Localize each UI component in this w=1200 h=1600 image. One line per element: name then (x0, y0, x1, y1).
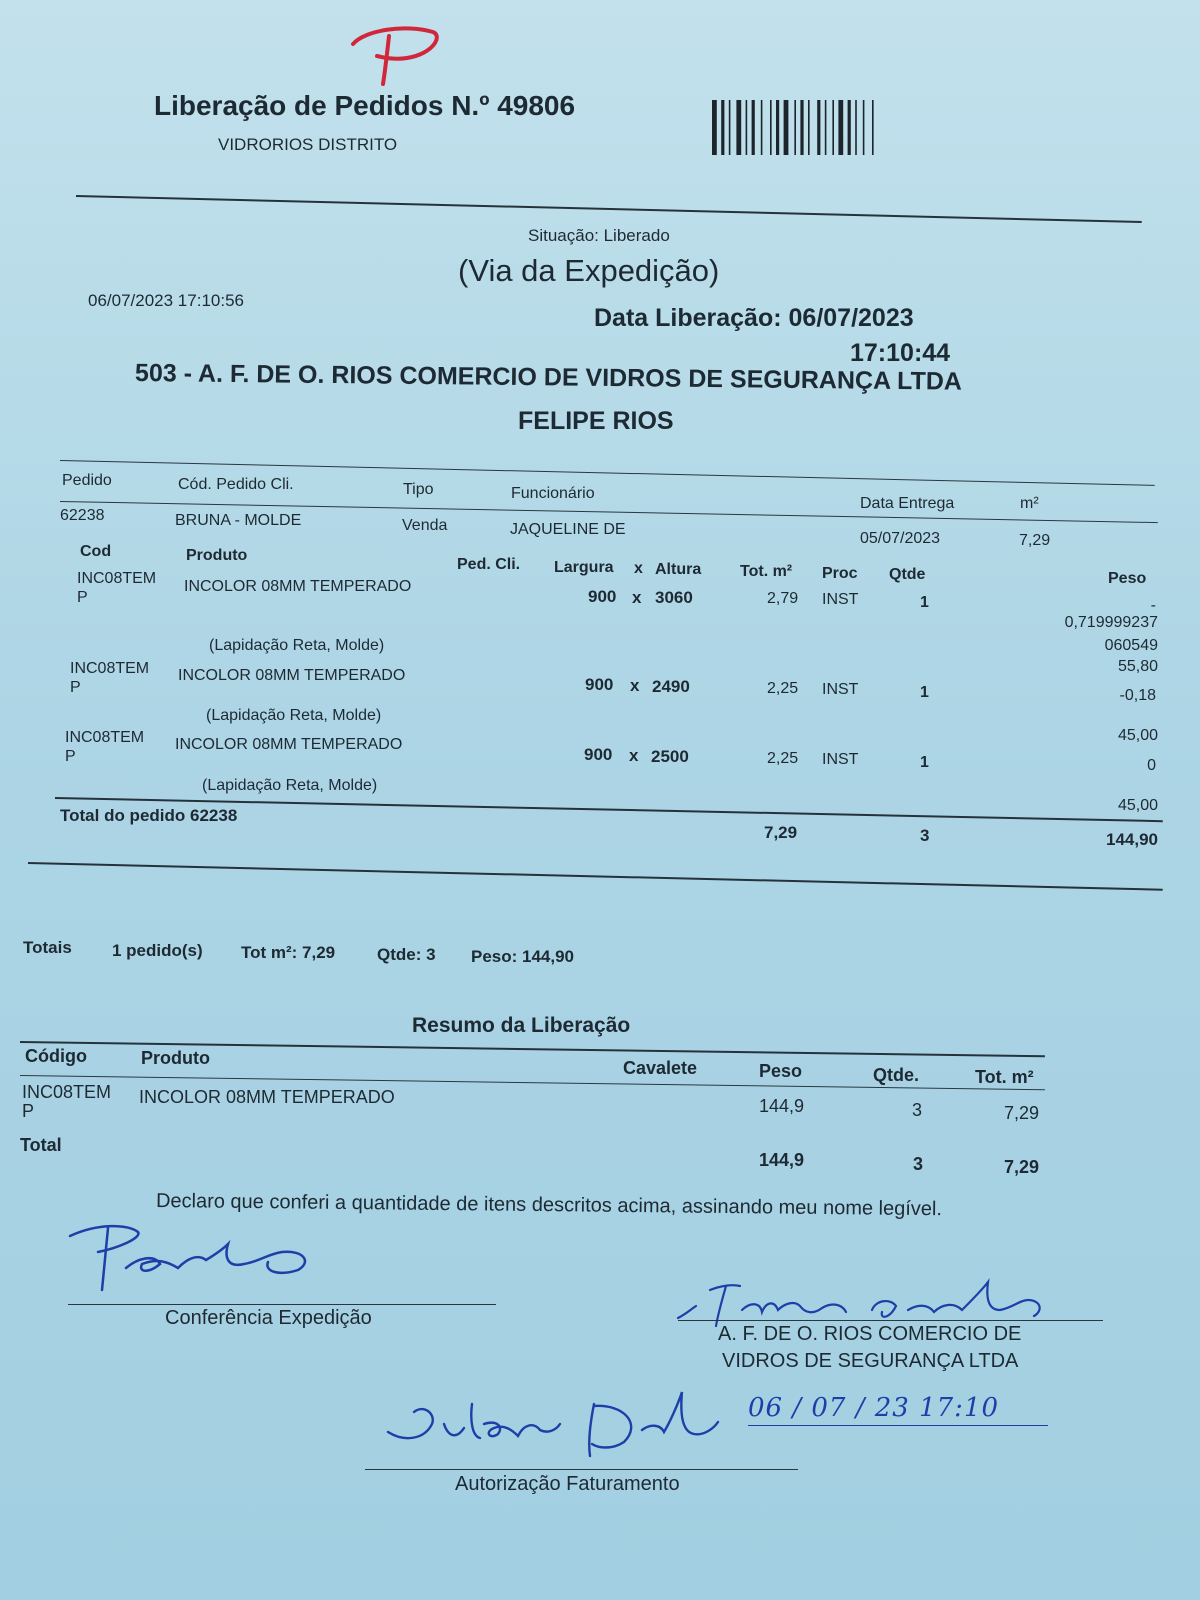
items-col-largura: Largura (554, 559, 614, 576)
item-3-altura: 2500 (651, 747, 689, 766)
document-title: Liberação de Pedidos N.º 49806 (154, 90, 576, 121)
order-bottom-rule (28, 862, 1163, 891)
items-col-qtde: Qtde (889, 566, 926, 583)
resumo-total-tot-m2: 7,29 (1004, 1157, 1040, 1177)
item-2-cod-cont: P (70, 679, 81, 696)
peso-line-2: 0,719999237 (1064, 614, 1158, 631)
barcode-bar (863, 100, 865, 155)
hora-liberacao: 17:10:44 (850, 339, 951, 367)
barcode-bar (808, 100, 810, 155)
col-funcionario: Funcionário (511, 485, 595, 502)
resumo-col-cavalete: Cavalete (623, 1058, 698, 1078)
item-3-cod-cont: P (65, 748, 76, 765)
resumo-row-qtde: 3 (912, 1100, 923, 1120)
item-2-altura: 2490 (652, 677, 690, 696)
item-3-qtde: 1 (920, 754, 929, 771)
item-1-tot-m2: 2,79 (767, 590, 799, 607)
barcode-bar (855, 100, 857, 155)
barcode-bar (784, 100, 789, 155)
peso-line-3: 060549 (1104, 637, 1158, 654)
autorizacao-label: Autorização Faturamento (455, 1473, 680, 1495)
client-name: 503 - A. F. DE O. RIOS COMERCIO DE VIDROS DE SEGURANÇA LTDA (134, 359, 963, 396)
peso-line-1: - (1150, 597, 1156, 614)
item-3-x: x (629, 746, 639, 765)
peso-line-8: 45,00 (1117, 797, 1158, 814)
barcode-bar (776, 100, 779, 155)
signature-line-autorizacao (365, 1469, 798, 1470)
items-col-x: x (634, 560, 643, 577)
signature-cliente (676, 1270, 1056, 1330)
client-contact: FELIPE RIOS (518, 407, 674, 435)
col-data-entrega: Data Entrega (860, 495, 955, 512)
totais-qtde: Qtde: 3 (377, 945, 436, 964)
handwritten-date: 06 / 07 / 23 17:10 (748, 1393, 1000, 1423)
order-pedido-value: 62238 (60, 507, 105, 524)
resumo-total-label: Total (20, 1135, 62, 1155)
situacao-label: Situação: Liberado (528, 226, 670, 245)
peso-line-7: 0 (1147, 757, 1156, 774)
barcode-bar (838, 100, 843, 155)
barcode-bar (761, 100, 763, 155)
item-3-tot-m2: 2,25 (767, 750, 799, 767)
barcode-bar (825, 100, 827, 155)
barcode-bar (752, 100, 755, 155)
resumo-row-peso: 144,9 (759, 1096, 805, 1116)
item-1-produto: INCOLOR 08MM TEMPERADO (184, 578, 412, 595)
item-3-produto: INCOLOR 08MM TEMPERADO (175, 736, 403, 753)
handwritten-date-underline (748, 1425, 1048, 1426)
company-subtitle: VIDRORIOS DISTRITO (218, 135, 398, 154)
item-2-largura: 900 (585, 675, 614, 694)
items-col-produto: Produto (186, 547, 248, 564)
items-col-tot-m2: Tot. m² (740, 563, 793, 580)
item-3-largura: 900 (584, 745, 613, 764)
resumo-row-cod-cont: P (22, 1101, 35, 1121)
resumo-row-cod: INC08TEM (22, 1082, 112, 1102)
order-total-m2: 7,29 (764, 823, 798, 842)
signature-line-conferencia (68, 1304, 496, 1305)
col-tipo: Tipo (403, 481, 434, 498)
item-1-obs: (Lapidação Reta, Molde) (209, 637, 385, 654)
declaracao-text: Declaro que conferi a quantidade de itens descritos acima, assinando meu nome legível. (155, 1190, 943, 1221)
barcode-bar (729, 100, 731, 155)
via-label: (Via da Expedição) (458, 253, 720, 288)
cliente-line2: VIDROS DE SEGURANÇA LTDA (722, 1350, 1019, 1372)
item-3-cod: INC08TEM (65, 729, 145, 746)
resumo-col-produto: Produto (141, 1048, 210, 1068)
barcode-bar (817, 100, 820, 155)
barcode-bar (800, 100, 803, 155)
barcode-bar (848, 100, 851, 155)
item-1-proc: INST (822, 591, 859, 608)
order-total-peso: 144,90 (1106, 830, 1158, 849)
item-1-altura: 3060 (655, 588, 693, 607)
barcode-bar (794, 100, 796, 155)
barcode-bar (721, 100, 724, 155)
resumo-title: Resumo da Liberação (412, 1014, 631, 1037)
item-2-tot-m2: 2,25 (767, 680, 799, 697)
items-col-altura: Altura (655, 561, 702, 578)
item-3-obs: (Lapidação Reta, Molde) (202, 777, 378, 794)
barcode-bar (746, 100, 748, 155)
data-liberacao: Data Liberação: 06/07/2023 (594, 304, 914, 332)
print-datetime: 06/07/2023 17:10:56 (88, 291, 244, 310)
totais-label: Totais (23, 938, 72, 957)
resumo-row-tot-m2: 7,29 (1004, 1103, 1040, 1123)
item-2-cod: INC08TEM (70, 660, 150, 677)
conferencia-label: Conferência Expedição (165, 1307, 372, 1329)
item-3-proc: INST (822, 751, 859, 768)
col-m2: m² (1020, 495, 1039, 512)
item-2-obs: (Lapidação Reta, Molde) (206, 707, 382, 724)
resumo-col-codigo: Código (25, 1046, 87, 1066)
peso-line-6: 45,00 (1117, 727, 1158, 744)
resumo-row-produto: INCOLOR 08MM TEMPERADO (139, 1087, 395, 1107)
item-2-produto: INCOLOR 08MM TEMPERADO (178, 667, 406, 684)
totais-m2: Tot m²: 7,29 (241, 943, 336, 962)
barcode-bar (712, 100, 717, 155)
items-col-proc: Proc (822, 565, 858, 582)
cliente-line1: A. F. DE O. RIOS COMERCIO DE (718, 1323, 1022, 1345)
signature-autorizacao (384, 1384, 724, 1464)
resumo-col-qtde: Qtde. (873, 1065, 920, 1085)
order-total-qtde: 3 (920, 826, 930, 845)
item-2-x: x (630, 676, 640, 695)
items-col-ped-cli: Ped. Cli. (457, 556, 521, 573)
item-2-proc: INST (822, 681, 859, 698)
peso-line-4: 55,80 (1117, 658, 1158, 675)
barcode-bar (832, 100, 834, 155)
items-col-cod: Cod (80, 543, 112, 560)
order-total-label: Total do pedido 62238 (60, 806, 238, 825)
resumo-col-peso: Peso (759, 1061, 803, 1081)
item-2-qtde: 1 (920, 684, 929, 701)
order-funcionario-value: JAQUELINE DE (510, 521, 626, 538)
peso-line-5: -0,18 (1119, 687, 1156, 704)
order-data-entrega-value: 05/07/2023 (860, 530, 941, 547)
col-pedido: Pedido (62, 472, 112, 489)
order-m2-value: 7,29 (1019, 532, 1051, 549)
barcode (712, 100, 898, 155)
header-divider (76, 195, 1142, 223)
item-1-cod: INC08TEM (77, 570, 157, 587)
barcode-bar (770, 100, 772, 155)
order-cod-cli-value: BRUNA - MOLDE (175, 512, 302, 529)
resumo-total-qtde: 3 (913, 1154, 924, 1174)
item-1-largura: 900 (588, 587, 617, 606)
totais-peso: Peso: 144,90 (471, 947, 575, 966)
resumo-total-peso: 144,9 (759, 1150, 805, 1170)
signature-line-cliente (678, 1320, 1103, 1321)
totais-pedidos: 1 pedido(s) (112, 941, 203, 960)
handwritten-p-mark (345, 22, 445, 92)
item-1-qtde: 1 (920, 594, 929, 611)
order-tipo-value: Venda (402, 517, 448, 534)
col-cod-pedido-cli: Cód. Pedido Cli. (178, 476, 294, 493)
signature-conferencia (68, 1218, 328, 1298)
barcode-bar (872, 100, 874, 155)
barcode-bar (736, 100, 741, 155)
items-col-peso: Peso (1108, 570, 1147, 587)
item-1-cod-cont: P (77, 589, 88, 606)
resumo-col-tot-m2: Tot. m² (975, 1067, 1034, 1087)
item-1-x: x (632, 588, 642, 607)
